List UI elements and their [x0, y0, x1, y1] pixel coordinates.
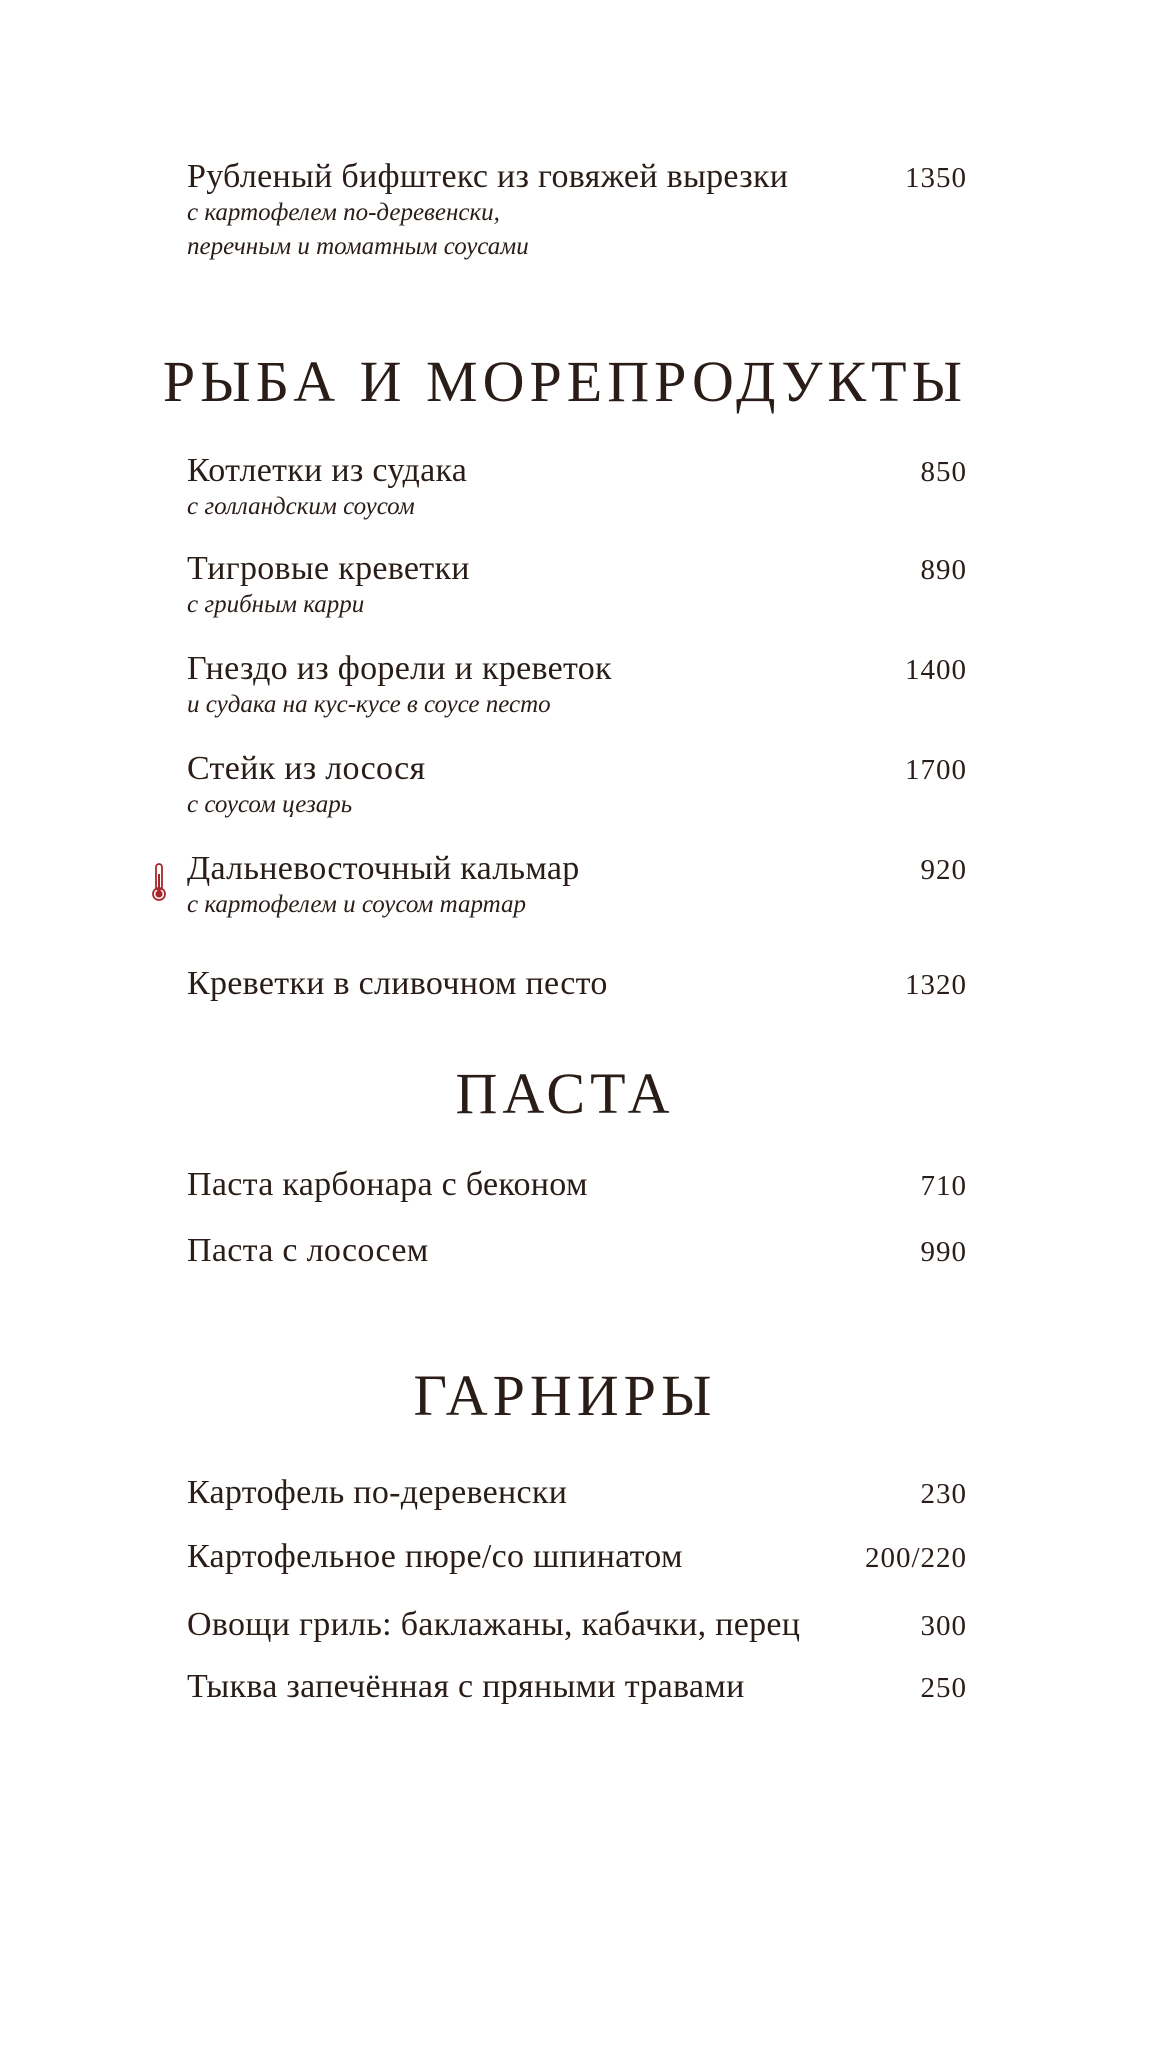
section-title-seafood: РЫБА И МОРЕПРОДУКТЫ	[162, 349, 968, 414]
menu-item-pike-perch-cutlets	[187, 452, 967, 524]
menu-item-price: 1320	[905, 969, 967, 1001]
menu-item-description: с голландским соусом	[187, 493, 415, 520]
menu-item-price: 920	[920, 854, 967, 886]
menu-item-price: 1700	[905, 754, 967, 786]
menu-item-name: Котлетки из судака	[187, 452, 468, 489]
menu-item-name: Паста карбонара с беконом	[187, 1166, 588, 1203]
menu-item-price: 1400	[905, 654, 967, 686]
menu-item-description: с соусом цезарь	[187, 791, 353, 818]
menu-item-name: Креветки в сливочном песто	[187, 965, 608, 1002]
menu-item-pasta-salmon	[187, 1232, 967, 1270]
menu-item-mashed-potatoes	[187, 1538, 967, 1576]
menu-item-tiger-prawns	[187, 550, 967, 622]
menu-item-name: Гнездо из форели и креветок	[187, 650, 612, 687]
menu-item-row	[187, 1606, 967, 1644]
section-title-sides: ГАРНИРЫ	[413, 1363, 717, 1428]
menu-item-price: 300	[920, 1610, 967, 1642]
menu-item-price: 850	[920, 456, 967, 488]
menu-item-row	[187, 965, 967, 1003]
menu-item-description: с картофелем и соусом тартар	[187, 891, 527, 918]
menu-item-row	[187, 650, 967, 688]
menu-item-price: 250	[920, 1672, 967, 1704]
menu-item-name: Картофельное пюре/со шпинатом	[187, 1538, 683, 1575]
menu-item-row	[187, 1166, 967, 1204]
menu-item-prawns-creamy-pesto	[187, 965, 967, 1003]
menu-item-price: 890	[920, 554, 967, 586]
menu-item-price: 990	[920, 1236, 967, 1268]
menu-item-salmon-steak	[187, 750, 967, 822]
menu-item-row	[187, 1232, 967, 1270]
menu-item-price: 200/220	[864, 1542, 967, 1574]
menu-item-price: 230	[920, 1478, 967, 1510]
menu-item-beef-steak	[187, 158, 967, 264]
menu-item-far-eastern-squid	[187, 850, 967, 922]
menu-item-row	[187, 1668, 967, 1706]
menu-item-row	[187, 1474, 967, 1512]
menu-item-trout-nest	[187, 650, 967, 722]
menu-item-name: Стейк из лосося	[187, 750, 426, 787]
thermometer-icon	[150, 862, 168, 902]
menu-item-grilled-vegetables	[187, 1606, 967, 1644]
menu-item-name: Овощи гриль: баклажаны, кабачки, перец	[187, 1606, 801, 1643]
menu-item-name: Дальневосточный кальмар	[187, 850, 580, 887]
menu-item-row	[187, 550, 967, 588]
menu-item-row	[187, 750, 967, 788]
menu-item-description: перечным и томатным соусами	[187, 233, 529, 260]
menu-item-row	[187, 452, 967, 490]
menu-item-description: и судака на кус-кусе в соусе песто	[187, 691, 551, 718]
menu-item-row	[187, 158, 967, 196]
menu-item-country-potatoes	[187, 1474, 967, 1512]
menu-item-baked-pumpkin	[187, 1668, 967, 1706]
menu-item-name: Паста с лососем	[187, 1232, 429, 1269]
section-title-pasta: ПАСТА	[455, 1061, 675, 1126]
menu-item-price: 1350	[905, 162, 967, 194]
menu-item-name: Тигровые креветки	[187, 550, 470, 587]
menu-item-price: 710	[920, 1170, 967, 1202]
menu-item-row	[187, 1538, 967, 1576]
menu-item-name: Рубленый бифштекс из говяжей вырезки	[187, 158, 789, 195]
menu-item-pasta-carbonara	[187, 1166, 967, 1204]
menu-item-description: с картофелем по-деревенски,	[187, 199, 500, 226]
menu-item-row	[187, 850, 967, 888]
menu-item-description: с грибным карри	[187, 591, 365, 618]
menu-item-name: Картофель по-деревенски	[187, 1474, 568, 1511]
menu-item-name: Тыква запечённая с пряными травами	[187, 1668, 745, 1705]
